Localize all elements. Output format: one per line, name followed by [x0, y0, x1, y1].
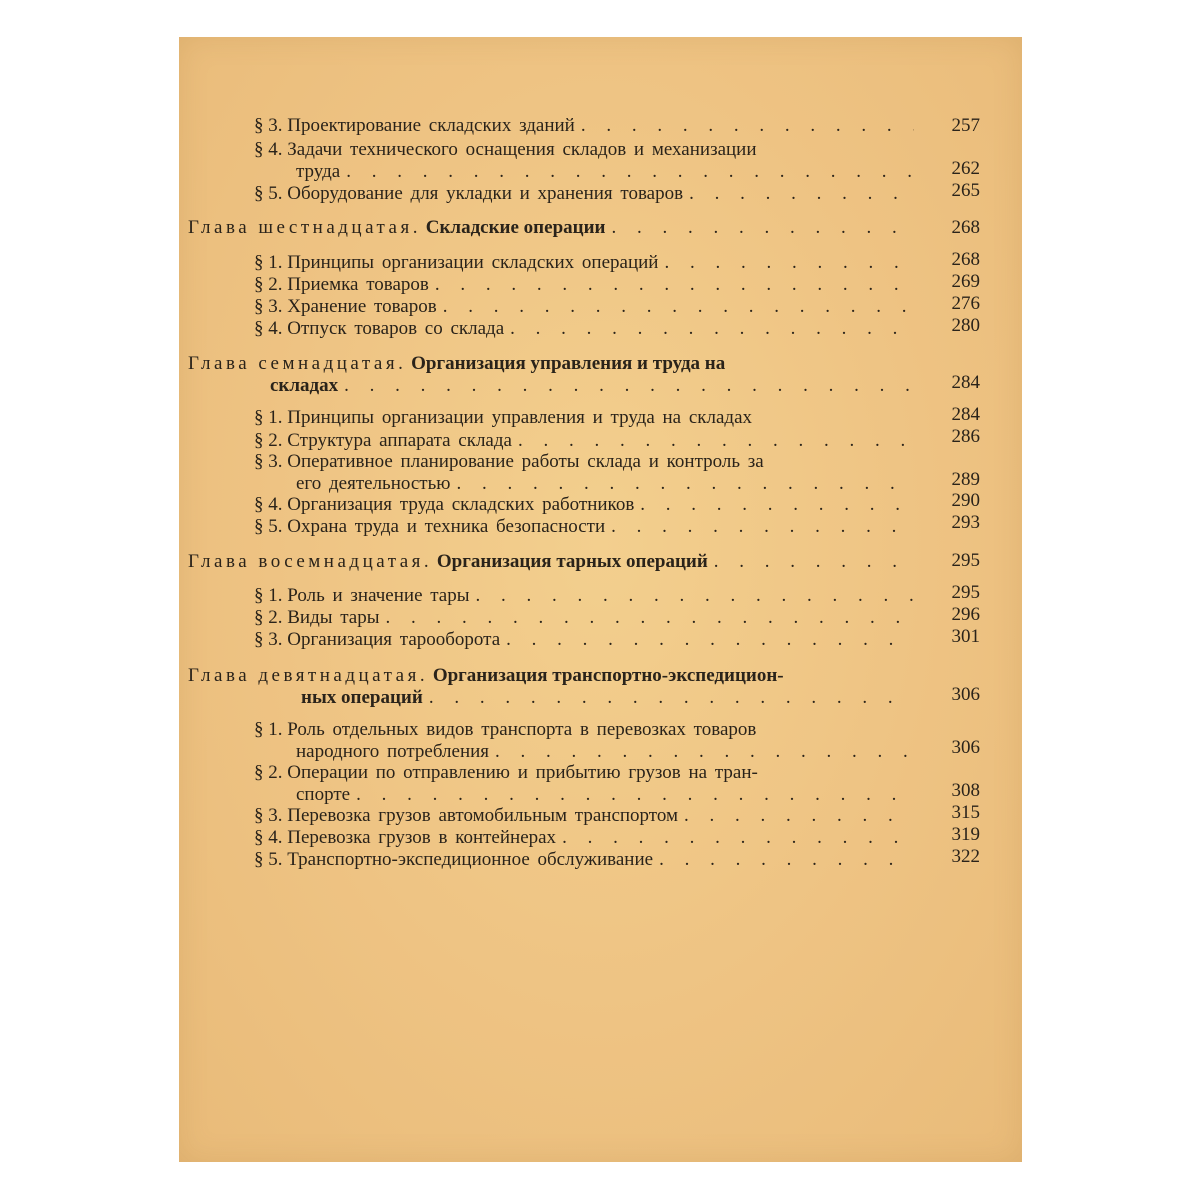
section-number: § 5. [254, 183, 283, 204]
section-title-continued: труда [296, 161, 341, 182]
page-number: 296 [951, 604, 980, 625]
page-number: 257 [951, 115, 980, 136]
section-number: § 2. [254, 762, 283, 783]
toc-chapter [188, 551, 914, 573]
toc-entry [254, 183, 914, 205]
chapter-label: Глава девятнадцатая. [188, 665, 429, 686]
section-number: § 3. [254, 115, 283, 136]
section-title: Задачи технического оснащения складов и механизации [287, 139, 757, 160]
section-number: § 1. [254, 585, 283, 606]
toc-entry [254, 827, 914, 849]
section-title: Оборудование для укладки и хранения товаров [287, 183, 684, 204]
page-number: 306 [951, 684, 980, 705]
section-title: Виды тары [287, 607, 380, 628]
toc-chapter [188, 217, 914, 239]
book-page [179, 37, 1022, 1162]
section-number: § 4. [254, 827, 283, 848]
section-title: Организация тарооборота [287, 629, 501, 650]
section-title: Оперативное планирование работы склада и контроль за [287, 451, 764, 472]
section-title: Принципы организации управления и труда на складах [287, 407, 753, 428]
section-title: Проектирование складских зданий [287, 115, 575, 136]
page-number: 322 [951, 846, 980, 867]
chapter-title-continued: складах [270, 375, 339, 396]
page-number: 286 [951, 426, 980, 447]
page-number: 265 [951, 180, 980, 201]
section-number: § 4. [254, 494, 283, 515]
toc-entry [254, 115, 914, 137]
page-number: 306 [951, 737, 980, 758]
chapter-title-continued: ных операций [301, 687, 423, 708]
chapter-title: Организация транспортно-экспедицион- [432, 665, 784, 686]
section-number: § 4. [254, 318, 283, 339]
section-number: § 1. [254, 719, 283, 740]
page-number: 268 [951, 249, 980, 270]
section-title-continued: его деятельностью [296, 473, 451, 494]
page-number: 289 [951, 469, 980, 490]
chapter-label: Глава шестнадцатая. [188, 217, 421, 238]
section-number: § 2. [254, 430, 283, 451]
toc-entry [254, 762, 914, 806]
section-title: Перевозка грузов в контейнерах [287, 827, 557, 848]
page-number: 280 [951, 315, 980, 336]
page-number: 295 [951, 582, 980, 603]
page-number: 308 [951, 780, 980, 801]
toc-entry [254, 252, 914, 274]
page-number: 284 [951, 372, 980, 393]
page-number: 262 [951, 158, 980, 179]
page-number: 269 [951, 271, 980, 292]
section-title-continued: спорте [296, 784, 351, 805]
page-number: 295 [951, 550, 980, 571]
section-number: § 5. [254, 516, 283, 537]
section-title: Принципы организации складских операций [287, 252, 659, 273]
toc-entry [254, 318, 914, 340]
section-title: Структура аппарата склада [287, 430, 512, 451]
section-number: § 3. [254, 451, 283, 472]
page-number: 319 [951, 824, 980, 845]
section-title-continued: народного потребления [296, 741, 490, 762]
page-number: 284 [951, 404, 980, 425]
toc-entry [254, 585, 914, 607]
section-number: § 5. [254, 849, 283, 870]
toc-entry [254, 430, 914, 452]
toc-entry [254, 407, 914, 429]
section-title: Транспортно-экспедиционное обслуживание [287, 849, 654, 870]
section-number: § 4. [254, 139, 283, 160]
chapter-title: Складские операции [425, 217, 606, 238]
section-title: Отпуск товаров со склада [287, 318, 505, 339]
toc-entry [254, 274, 914, 296]
toc-entry [254, 607, 914, 629]
toc-chapter [188, 353, 914, 397]
toc-entry [254, 494, 914, 516]
section-number: § 3. [254, 296, 283, 317]
chapter-label: Глава семнадцатая. [188, 353, 407, 374]
page-number: 276 [951, 293, 980, 314]
section-title: Охрана труда и техника безопасности [287, 516, 606, 537]
section-number: § 3. [254, 805, 283, 826]
page-number: 290 [951, 490, 980, 511]
toc-entry [254, 296, 914, 318]
page-number: 301 [951, 626, 980, 647]
chapter-title: Организация тарных операций [436, 551, 708, 572]
toc-entry [254, 516, 914, 538]
toc-entry [254, 139, 914, 183]
toc-entry [254, 451, 914, 495]
section-title: Роль отдельных видов транспорта в перевозках товаров [287, 719, 757, 740]
page-number: 293 [951, 512, 980, 533]
section-number: § 2. [254, 607, 283, 628]
section-number: § 1. [254, 407, 283, 428]
toc-chapter [188, 665, 914, 709]
section-number: § 1. [254, 252, 283, 273]
section-title: Организация труда складских работников [287, 494, 635, 515]
section-number: § 3. [254, 629, 283, 650]
toc-entry [254, 629, 914, 651]
section-number: § 2. [254, 274, 283, 295]
section-title: Приемка товаров [287, 274, 429, 295]
chapter-label: Глава восемнадцатая. [188, 551, 433, 572]
toc-entry [254, 805, 914, 827]
section-title: Хранение товаров [287, 296, 437, 317]
page-number: 315 [951, 802, 980, 823]
section-title: Роль и значение тары [287, 585, 470, 606]
toc-entry [254, 719, 914, 763]
section-title: Перевозка грузов автомобильным транспортом [287, 805, 679, 826]
page-number: 268 [951, 217, 980, 238]
toc-entry [254, 849, 914, 871]
section-title: Операции по отправлению и прибытию грузов на тран- [287, 762, 758, 783]
chapter-title: Организация управления и труда на [411, 353, 726, 374]
